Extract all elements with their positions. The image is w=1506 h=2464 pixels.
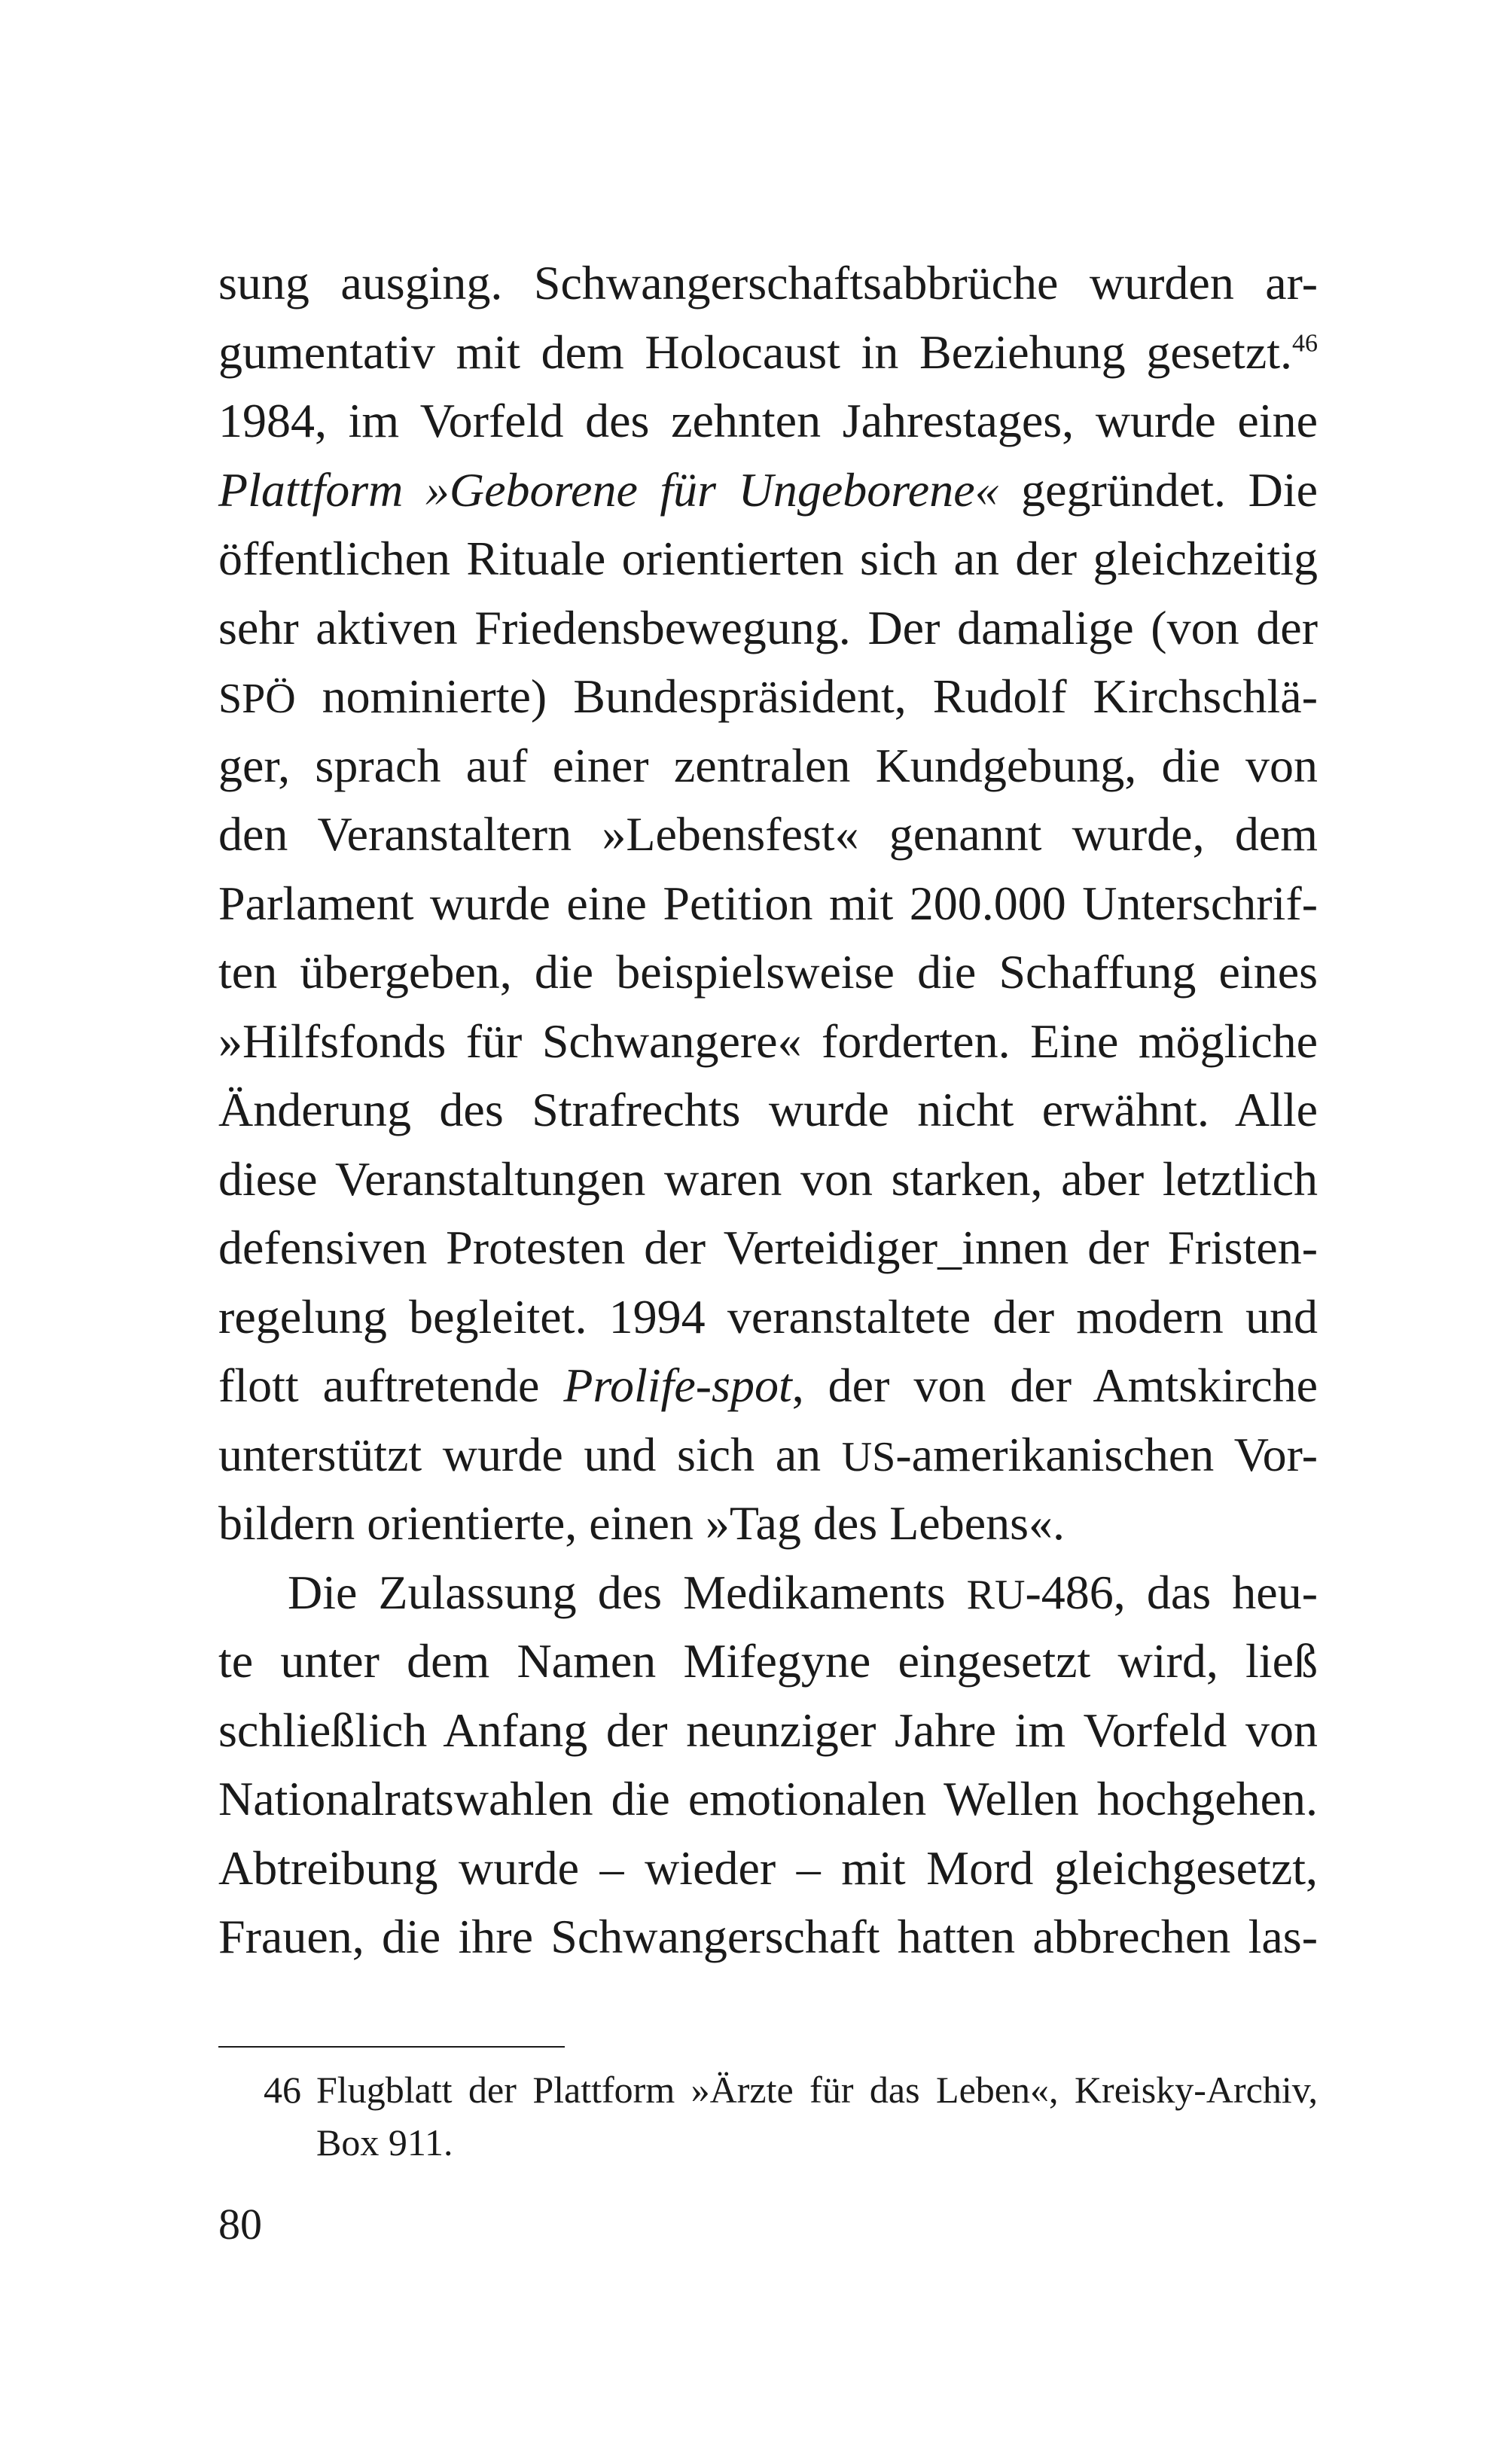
footnote-reference[interactable]: 46 xyxy=(1292,329,1318,358)
text-line: diese Veranstaltungen waren von starken, aber letztlich xyxy=(218,1151,1318,1206)
text-line: sung ausging. Schwangerschaftsabbrüche wurden ar- xyxy=(218,256,1318,310)
text-line: öffentlichen Rituale orientierten sich an der gleichzeitig xyxy=(218,532,1318,585)
italic-name: Prolife-spot xyxy=(563,1359,792,1412)
footnote-number: 46 xyxy=(264,2069,301,2111)
paragraph-first-line: Die Zulassung des Medikaments RU-486, das heu- xyxy=(288,1565,1319,1619)
text-line: sehr aktiven Friedensbewegung. Der damalige (von der xyxy=(218,600,1318,654)
text-line: »Hilfsfonds für Schwangere« forderten. Eine mögliche xyxy=(218,1014,1318,1068)
text-line: ten übergeben, die beispielsweise die Schaffung eines xyxy=(218,945,1318,999)
text-line: unterstützt wurde und sich an US-amerikanischen Vor- xyxy=(218,1427,1318,1481)
text-line: Änderung des Strafrechts wurde nicht erwähnt. Alle xyxy=(218,1083,1318,1136)
footnote xyxy=(218,2063,1318,2169)
text-line: Plattform »Geborene für Ungeborene« gegründet. Die xyxy=(218,462,1319,517)
text-line: Parlament wurde eine Petition mit 200.000 Unterschrif- xyxy=(218,876,1318,930)
text-line: den Veranstaltern »Lebensfest« genannt wurde, dem xyxy=(218,807,1318,861)
italic-title: Plattform »Geborene für Ungeborene« xyxy=(218,462,999,517)
text-line: flott auftretende Prolife-spot, der von der Amtskirche xyxy=(218,1359,1319,1412)
text-line: 1984, im Vorfeld des zehnten Jahrestages, wurde eine xyxy=(218,394,1318,447)
text-line: bildern orientierte, einen »Tag des Lebens«. xyxy=(218,1496,1065,1550)
text-line: gumentativ mit dem Holocaust in Beziehung gesetzt.$^{46}$ xyxy=(218,325,1318,379)
text-line: SPÖ nominierte) Bundespräsident, Rudolf Kirchschlä- xyxy=(218,669,1318,723)
footnote-divider xyxy=(218,2046,565,2048)
page-number: 80 xyxy=(218,2200,262,2249)
text-line: ger, sprach auf einer zentralen Kundgebung, die von xyxy=(218,738,1318,792)
footnote-text: Flugblatt der Plattform »Ärzte für das Leben«, Kreisky-Archiv, Box 911. xyxy=(316,2069,1318,2164)
text-line: te unter dem Namen Mifegyne eingesetzt wird, ließ xyxy=(218,1634,1318,1688)
text-line: regelung begleitet. 1994 veranstaltete der modern und xyxy=(218,1289,1318,1343)
text-line: Abtreibung wurde – wieder – mit Mord gleichgesetzt, xyxy=(218,1840,1318,1895)
text-line: Frauen, die ihre Schwangerschaft hatten abbrechen las- xyxy=(218,1910,1318,1963)
text-line: schließlich Anfang der neunziger Jahre im Vorfeld von xyxy=(218,1703,1318,1757)
text-line: Nationalratswahlen die emotionalen Wellen hochgehen. xyxy=(218,1772,1318,1825)
main-text xyxy=(218,249,1318,1972)
text-line: defensiven Protesten der Verteidiger_innen der Fristen- xyxy=(218,1221,1318,1274)
